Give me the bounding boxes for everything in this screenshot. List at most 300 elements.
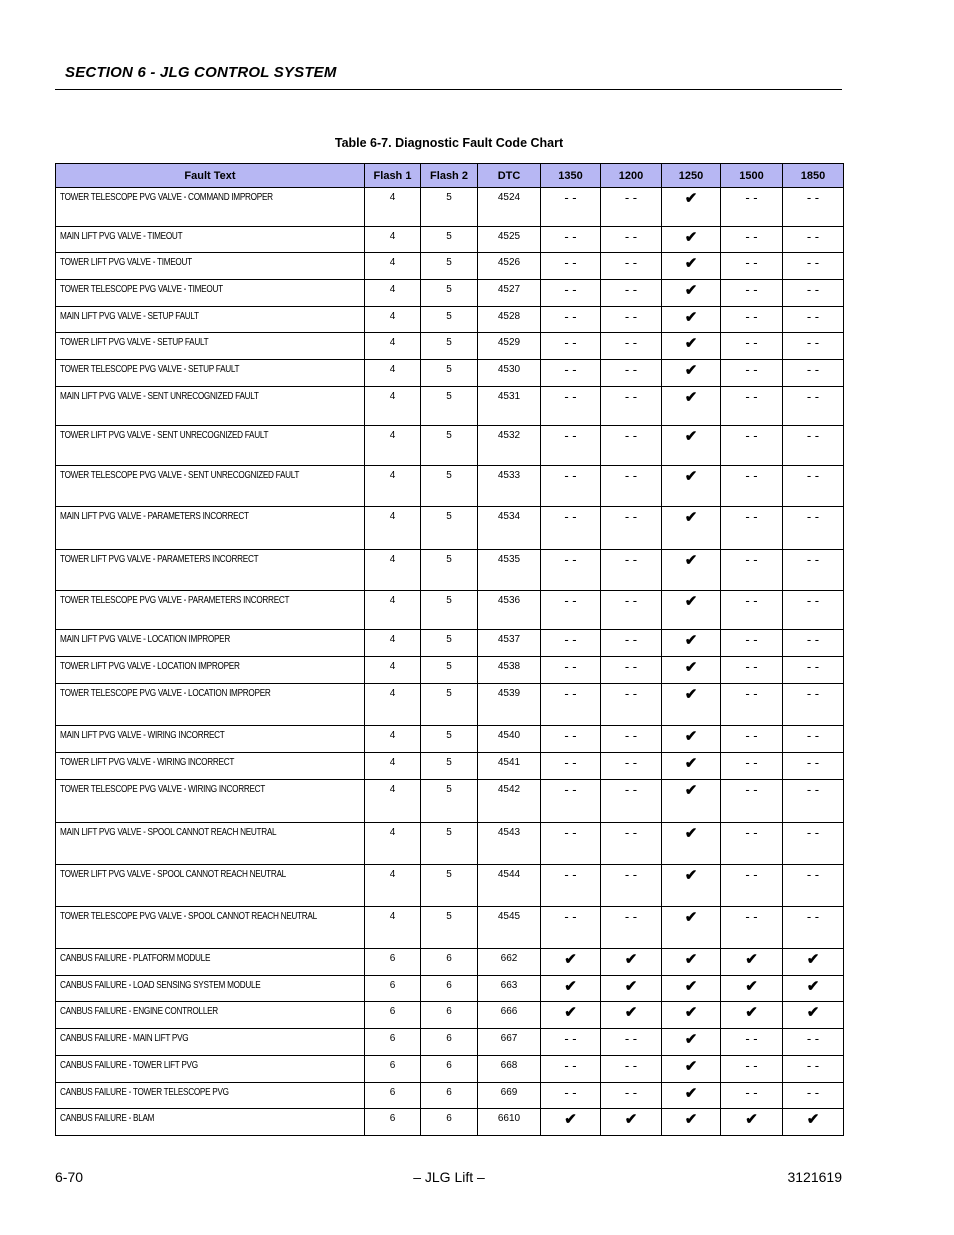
fault-text-label: TOWER LIFT PVG VALVE - SPOOL CANNOT REACH NEUTRAL: [60, 869, 286, 880]
model-1250-check-icon: ✔: [662, 1109, 721, 1136]
flash-1-cell: 4: [365, 550, 421, 591]
model-1850-dash-cell: - -: [783, 907, 844, 949]
model-1200-dash-cell: - -: [601, 253, 662, 280]
table-row: [56, 333, 844, 360]
flash-1-cell: 4: [365, 753, 421, 780]
model-1200-dash-cell: - -: [601, 507, 662, 550]
fault-text-cell: [56, 360, 365, 387]
flash-2-cell: 6: [421, 1083, 478, 1109]
model-1850-dash-cell: - -: [783, 780, 844, 823]
fault-text-label: TOWER LIFT PVG VALVE - SENT UNRECOGNIZED FAULT: [60, 430, 269, 441]
model-1850-dash-cell: - -: [783, 591, 844, 630]
fault-text-cell: [56, 976, 365, 1002]
dtc-cell: 4540: [478, 726, 541, 753]
model-1500-dash-cell: - -: [721, 507, 783, 550]
flash-1-cell: 4: [365, 591, 421, 630]
dtc-cell: 666: [478, 1002, 541, 1029]
model-1500-check-icon: ✔: [721, 1109, 783, 1136]
fault-text-label: MAIN LIFT PVG VALVE - LOCATION IMPROPER: [60, 634, 231, 645]
table-row: [56, 188, 844, 227]
model-1250-check-icon: ✔: [662, 466, 721, 507]
flash-1-cell: 4: [365, 780, 421, 823]
model-1350-dash-cell: - -: [541, 591, 601, 630]
fault-text-label: TOWER LIFT PVG VALVE - PARAMETERS INCORRECT: [60, 554, 259, 565]
fault-text-cell: [56, 1002, 365, 1029]
model-1200-dash-cell: - -: [601, 657, 662, 684]
fault-text-cell: [56, 591, 365, 630]
dtc-cell: 4527: [478, 280, 541, 307]
model-1250-check-icon: ✔: [662, 780, 721, 823]
fault-text-cell: [56, 1029, 365, 1056]
dtc-cell: 4538: [478, 657, 541, 684]
model-1350-dash-cell: - -: [541, 227, 601, 253]
dtc-cell: 4541: [478, 753, 541, 780]
model-1350-dash-cell: - -: [541, 307, 601, 333]
model-1350-dash-cell: - -: [541, 188, 601, 227]
model-1250-check-icon: ✔: [662, 823, 721, 865]
model-1350-dash-cell: - -: [541, 630, 601, 657]
model-1250-check-icon: ✔: [662, 360, 721, 387]
model-1200-dash-cell: - -: [601, 630, 662, 657]
table-row: [56, 1029, 844, 1056]
model-1350-dash-cell: - -: [541, 466, 601, 507]
model-1500-dash-cell: - -: [721, 753, 783, 780]
model-1850-dash-cell: - -: [783, 307, 844, 333]
model-1350-dash-cell: - -: [541, 1029, 601, 1056]
model-1350-dash-cell: - -: [541, 780, 601, 823]
model-1250-check-icon: ✔: [662, 865, 721, 907]
fault-text-label: MAIN LIFT PVG VALVE - PARAMETERS INCORRECT: [60, 511, 249, 522]
table-row: [56, 550, 844, 591]
model-1500-check-icon: ✔: [721, 976, 783, 1002]
flash-1-cell: 4: [365, 507, 421, 550]
dtc-cell: 662: [478, 949, 541, 976]
flash-1-cell: 6: [365, 1029, 421, 1056]
model-1850-dash-cell: - -: [783, 280, 844, 307]
dtc-cell: 4536: [478, 591, 541, 630]
dtc-cell: 4543: [478, 823, 541, 865]
column-header-1350: 1350: [541, 164, 601, 188]
flash-2-cell: 6: [421, 949, 478, 976]
model-1850-dash-cell: - -: [783, 726, 844, 753]
model-1850-dash-cell: - -: [783, 1056, 844, 1083]
model-1200-dash-cell: - -: [601, 188, 662, 227]
table-row: [56, 753, 844, 780]
section-title: SECTION 6 - JLG CONTROL SYSTEM: [65, 64, 337, 81]
model-1200-dash-cell: - -: [601, 466, 662, 507]
model-1250-check-icon: ✔: [662, 1056, 721, 1083]
model-1850-dash-cell: - -: [783, 753, 844, 780]
model-1200-dash-cell: - -: [601, 1056, 662, 1083]
model-1250-check-icon: ✔: [662, 657, 721, 684]
model-1850-check-icon: ✔: [783, 1002, 844, 1029]
table-row: [56, 780, 844, 823]
flash-2-cell: 5: [421, 507, 478, 550]
flash-2-cell: 6: [421, 1002, 478, 1029]
model-1350-dash-cell: - -: [541, 387, 601, 426]
table-row: [56, 1083, 844, 1109]
flash-1-cell: 4: [365, 630, 421, 657]
fault-text-label: TOWER TELESCOPE PVG VALVE - TIMEOUT: [60, 284, 223, 295]
model-1500-dash-cell: - -: [721, 426, 783, 466]
model-1500-dash-cell: - -: [721, 630, 783, 657]
fault-text-cell: [56, 907, 365, 949]
dtc-cell: 4528: [478, 307, 541, 333]
model-1350-dash-cell: - -: [541, 865, 601, 907]
model-1500-dash-cell: - -: [721, 280, 783, 307]
fault-text-label: CANBUS FAILURE - TOWER TELESCOPE PVG: [60, 1087, 229, 1098]
model-1850-dash-cell: - -: [783, 630, 844, 657]
flash-2-cell: 5: [421, 188, 478, 227]
flash-1-cell: 4: [365, 253, 421, 280]
page-number: 6-70: [55, 1169, 84, 1185]
column-header-1250: 1250: [662, 164, 721, 188]
fault-text-cell: [56, 780, 365, 823]
flash-2-cell: 5: [421, 753, 478, 780]
flash-1-cell: 4: [365, 865, 421, 907]
table-caption: Table 6-7. Diagnostic Fault Code Chart: [334, 136, 564, 150]
table-row: [56, 1056, 844, 1083]
flash-1-cell: 6: [365, 1002, 421, 1029]
dtc-cell: 669: [478, 1083, 541, 1109]
model-1200-dash-cell: - -: [601, 865, 662, 907]
flash-1-cell: 4: [365, 657, 421, 684]
fault-text-label: TOWER TELESCOPE PVG VALVE - WIRING INCORRECT: [60, 784, 266, 795]
model-1500-dash-cell: - -: [721, 1056, 783, 1083]
model-1500-dash-cell: - -: [721, 657, 783, 684]
table-row: [56, 726, 844, 753]
fault-text-cell: [56, 726, 365, 753]
table-row: [56, 907, 844, 949]
fault-text-cell: [56, 426, 365, 466]
model-1200-dash-cell: - -: [601, 1029, 662, 1056]
flash-1-cell: 6: [365, 1083, 421, 1109]
fault-text-cell: [56, 1109, 365, 1136]
model-1350-dash-cell: - -: [541, 907, 601, 949]
flash-2-cell: 5: [421, 684, 478, 726]
model-1850-dash-cell: - -: [783, 865, 844, 907]
model-1500-dash-cell: - -: [721, 227, 783, 253]
model-1850-dash-cell: - -: [783, 823, 844, 865]
table-row: [56, 657, 844, 684]
flash-2-cell: 5: [421, 426, 478, 466]
model-1200-dash-cell: - -: [601, 907, 662, 949]
fault-text-label: CANBUS FAILURE - LOAD SENSING SYSTEM MODULE: [60, 980, 261, 991]
flash-2-cell: 5: [421, 657, 478, 684]
flash-1-cell: 4: [365, 823, 421, 865]
model-1350-dash-cell: - -: [541, 684, 601, 726]
flash-1-cell: 4: [365, 907, 421, 949]
fault-text-cell: [56, 466, 365, 507]
model-1850-dash-cell: - -: [783, 657, 844, 684]
model-1250-check-icon: ✔: [662, 1083, 721, 1109]
fault-text-label: TOWER LIFT PVG VALVE - SETUP FAULT: [60, 337, 209, 348]
model-1850-dash-cell: - -: [783, 1083, 844, 1109]
fault-text-label: TOWER TELESCOPE PVG VALVE - PARAMETERS INCORRECT: [60, 595, 290, 606]
fault-text-label: CANBUS FAILURE - TOWER LIFT PVG: [60, 1060, 198, 1071]
dtc-cell: 4526: [478, 253, 541, 280]
model-1350-check-icon: ✔: [541, 1109, 601, 1136]
model-1200-check-icon: ✔: [601, 1002, 662, 1029]
model-1250-check-icon: ✔: [662, 1002, 721, 1029]
model-1250-check-icon: ✔: [662, 1029, 721, 1056]
flash-2-cell: 5: [421, 360, 478, 387]
dtc-cell: 6610: [478, 1109, 541, 1136]
flash-2-cell: 5: [421, 780, 478, 823]
model-1850-dash-cell: - -: [783, 387, 844, 426]
model-1350-dash-cell: - -: [541, 726, 601, 753]
model-1200-dash-cell: - -: [601, 387, 662, 426]
model-1850-dash-cell: - -: [783, 227, 844, 253]
model-1500-dash-cell: - -: [721, 333, 783, 360]
fault-text-cell: [56, 949, 365, 976]
model-1200-dash-cell: - -: [601, 333, 662, 360]
model-1850-dash-cell: - -: [783, 550, 844, 591]
fault-text-label: TOWER TELESCOPE PVG VALVE - SETUP FAULT: [60, 364, 240, 375]
fault-text-label: MAIN LIFT PVG VALVE - TIMEOUT: [60, 231, 183, 242]
model-1500-dash-cell: - -: [721, 726, 783, 753]
fault-text-label: TOWER TELESCOPE PVG VALVE - COMMAND IMPROPER: [60, 192, 273, 203]
model-1350-dash-cell: - -: [541, 360, 601, 387]
model-1250-check-icon: ✔: [662, 333, 721, 360]
column-header-dtc: DTC: [478, 164, 541, 188]
fault-text-label: CANBUS FAILURE - PLATFORM MODULE: [60, 953, 211, 964]
flash-1-cell: 6: [365, 976, 421, 1002]
model-1850-check-icon: ✔: [783, 949, 844, 976]
model-1850-dash-cell: - -: [783, 466, 844, 507]
flash-2-cell: 5: [421, 630, 478, 657]
model-1200-dash-cell: - -: [601, 307, 662, 333]
fault-text-label: CANBUS FAILURE - ENGINE CONTROLLER: [60, 1006, 218, 1017]
flash-1-cell: 6: [365, 1109, 421, 1136]
table-row: [56, 253, 844, 280]
flash-1-cell: 4: [365, 426, 421, 466]
flash-1-cell: 4: [365, 227, 421, 253]
model-1350-dash-cell: - -: [541, 1083, 601, 1109]
model-1850-dash-cell: - -: [783, 253, 844, 280]
model-1200-dash-cell: - -: [601, 726, 662, 753]
flash-1-cell: 6: [365, 949, 421, 976]
fault-text-label: MAIN LIFT PVG VALVE - SENT UNRECOGNIZED FAULT: [60, 391, 259, 402]
flash-1-cell: 4: [365, 466, 421, 507]
flash-2-cell: 6: [421, 1029, 478, 1056]
model-1200-check-icon: ✔: [601, 1109, 662, 1136]
model-1250-check-icon: ✔: [662, 188, 721, 227]
dtc-cell: 663: [478, 976, 541, 1002]
flash-1-cell: 4: [365, 307, 421, 333]
flash-2-cell: 5: [421, 865, 478, 907]
table-row: [56, 466, 844, 507]
table-row: [56, 684, 844, 726]
dtc-cell: 4531: [478, 387, 541, 426]
fault-text-label: TOWER TELESCOPE PVG VALVE - SENT UNRECOGNIZED FAULT: [60, 470, 300, 481]
model-1250-check-icon: ✔: [662, 949, 721, 976]
model-1200-dash-cell: - -: [601, 1083, 662, 1109]
model-1350-dash-cell: - -: [541, 507, 601, 550]
column-header-flash-2: Flash 2: [421, 164, 478, 188]
fault-text-label: MAIN LIFT PVG VALVE - SPOOL CANNOT REACH NEUTRAL: [60, 827, 277, 838]
model-1350-dash-cell: - -: [541, 657, 601, 684]
model-1200-dash-cell: - -: [601, 360, 662, 387]
model-1500-dash-cell: - -: [721, 466, 783, 507]
column-header-1500: 1500: [721, 164, 783, 188]
model-1500-dash-cell: - -: [721, 591, 783, 630]
model-1350-check-icon: ✔: [541, 976, 601, 1002]
fault-text-cell: [56, 227, 365, 253]
model-1500-dash-cell: - -: [721, 307, 783, 333]
fault-text-cell: [56, 188, 365, 227]
column-header-fault-text: Fault Text: [56, 164, 365, 188]
header-divider: [55, 89, 842, 90]
model-1850-dash-cell: - -: [783, 684, 844, 726]
model-1850-dash-cell: - -: [783, 426, 844, 466]
model-1250-check-icon: ✔: [662, 591, 721, 630]
model-1200-dash-cell: - -: [601, 227, 662, 253]
table-row: [56, 823, 844, 865]
fault-text-cell: [56, 333, 365, 360]
fault-text-label: CANBUS FAILURE - MAIN LIFT PVG: [60, 1033, 189, 1044]
table-row: [56, 280, 844, 307]
column-header-1850: 1850: [783, 164, 844, 188]
flash-2-cell: 5: [421, 253, 478, 280]
model-1850-dash-cell: - -: [783, 1029, 844, 1056]
model-1500-dash-cell: - -: [721, 550, 783, 591]
model-1250-check-icon: ✔: [662, 507, 721, 550]
flash-1-cell: 4: [365, 684, 421, 726]
dtc-cell: 4534: [478, 507, 541, 550]
flash-2-cell: 5: [421, 280, 478, 307]
model-1250-check-icon: ✔: [662, 684, 721, 726]
model-1200-dash-cell: - -: [601, 426, 662, 466]
table-row: [56, 630, 844, 657]
fault-text-cell: [56, 507, 365, 550]
model-1250-check-icon: ✔: [662, 253, 721, 280]
model-1250-check-icon: ✔: [662, 227, 721, 253]
flash-2-cell: 5: [421, 907, 478, 949]
model-1200-dash-cell: - -: [601, 684, 662, 726]
flash-2-cell: 5: [421, 227, 478, 253]
flash-2-cell: 5: [421, 307, 478, 333]
table-row: [56, 227, 844, 253]
model-1500-dash-cell: - -: [721, 780, 783, 823]
flash-1-cell: 4: [365, 360, 421, 387]
dtc-cell: 4524: [478, 188, 541, 227]
dtc-cell: 4537: [478, 630, 541, 657]
model-1500-dash-cell: - -: [721, 253, 783, 280]
table-header-row: [56, 164, 844, 188]
model-1850-dash-cell: - -: [783, 188, 844, 227]
flash-1-cell: 4: [365, 387, 421, 426]
fault-text-label: TOWER LIFT PVG VALVE - WIRING INCORRECT: [60, 757, 235, 768]
fault-text-cell: [56, 280, 365, 307]
dtc-cell: 4544: [478, 865, 541, 907]
fault-text-cell: [56, 253, 365, 280]
fault-text-label: MAIN LIFT PVG VALVE - WIRING INCORRECT: [60, 730, 225, 741]
flash-2-cell: 6: [421, 976, 478, 1002]
fault-text-cell: [56, 387, 365, 426]
model-1350-dash-cell: - -: [541, 823, 601, 865]
column-header-1200: 1200: [601, 164, 662, 188]
flash-2-cell: 6: [421, 1056, 478, 1083]
model-1200-check-icon: ✔: [601, 976, 662, 1002]
fault-text-cell: [56, 865, 365, 907]
flash-2-cell: 5: [421, 333, 478, 360]
fault-text-cell: [56, 307, 365, 333]
footer-title: – JLG Lift –: [413, 1169, 485, 1185]
table-row: [56, 976, 844, 1002]
model-1500-dash-cell: - -: [721, 387, 783, 426]
flash-1-cell: 4: [365, 726, 421, 753]
fault-text-cell: [56, 1056, 365, 1083]
model-1500-dash-cell: - -: [721, 360, 783, 387]
table-row: [56, 1109, 844, 1136]
fault-text-label: TOWER LIFT PVG VALVE - LOCATION IMPROPER: [60, 661, 240, 672]
model-1850-dash-cell: - -: [783, 333, 844, 360]
fault-code-table: [55, 163, 844, 1136]
flash-1-cell: 4: [365, 333, 421, 360]
model-1200-dash-cell: - -: [601, 823, 662, 865]
fault-text-cell: [56, 684, 365, 726]
model-1250-check-icon: ✔: [662, 426, 721, 466]
fault-text-cell: [56, 823, 365, 865]
dtc-cell: 4542: [478, 780, 541, 823]
flash-2-cell: 5: [421, 550, 478, 591]
model-1250-check-icon: ✔: [662, 307, 721, 333]
flash-2-cell: 5: [421, 387, 478, 426]
model-1850-dash-cell: - -: [783, 360, 844, 387]
model-1500-check-icon: ✔: [721, 1002, 783, 1029]
dtc-cell: 4530: [478, 360, 541, 387]
flash-2-cell: 6: [421, 1109, 478, 1136]
dtc-cell: 667: [478, 1029, 541, 1056]
dtc-cell: 4539: [478, 684, 541, 726]
model-1200-dash-cell: - -: [601, 780, 662, 823]
dtc-cell: 4525: [478, 227, 541, 253]
model-1350-dash-cell: - -: [541, 753, 601, 780]
table-row: [56, 360, 844, 387]
model-1250-check-icon: ✔: [662, 550, 721, 591]
model-1350-dash-cell: - -: [541, 550, 601, 591]
model-1200-dash-cell: - -: [601, 280, 662, 307]
model-1250-check-icon: ✔: [662, 726, 721, 753]
model-1500-check-icon: ✔: [721, 949, 783, 976]
flash-2-cell: 5: [421, 823, 478, 865]
model-1850-check-icon: ✔: [783, 1109, 844, 1136]
fault-text-label: TOWER LIFT PVG VALVE - TIMEOUT: [60, 257, 192, 268]
flash-2-cell: 5: [421, 466, 478, 507]
model-1200-check-icon: ✔: [601, 949, 662, 976]
dtc-cell: 4532: [478, 426, 541, 466]
flash-1-cell: 4: [365, 188, 421, 227]
model-1350-dash-cell: - -: [541, 426, 601, 466]
model-1350-check-icon: ✔: [541, 1002, 601, 1029]
flash-2-cell: 5: [421, 726, 478, 753]
model-1500-dash-cell: - -: [721, 865, 783, 907]
table-row: [56, 507, 844, 550]
fault-text-cell: [56, 630, 365, 657]
fault-text-label: MAIN LIFT PVG VALVE - SETUP FAULT: [60, 311, 199, 322]
model-1500-dash-cell: - -: [721, 1083, 783, 1109]
model-1250-check-icon: ✔: [662, 387, 721, 426]
fault-text-cell: [56, 657, 365, 684]
model-1350-dash-cell: - -: [541, 333, 601, 360]
model-1250-check-icon: ✔: [662, 280, 721, 307]
model-1250-check-icon: ✔: [662, 976, 721, 1002]
model-1500-dash-cell: - -: [721, 823, 783, 865]
dtc-cell: 4535: [478, 550, 541, 591]
table-row: [56, 949, 844, 976]
model-1850-check-icon: ✔: [783, 976, 844, 1002]
